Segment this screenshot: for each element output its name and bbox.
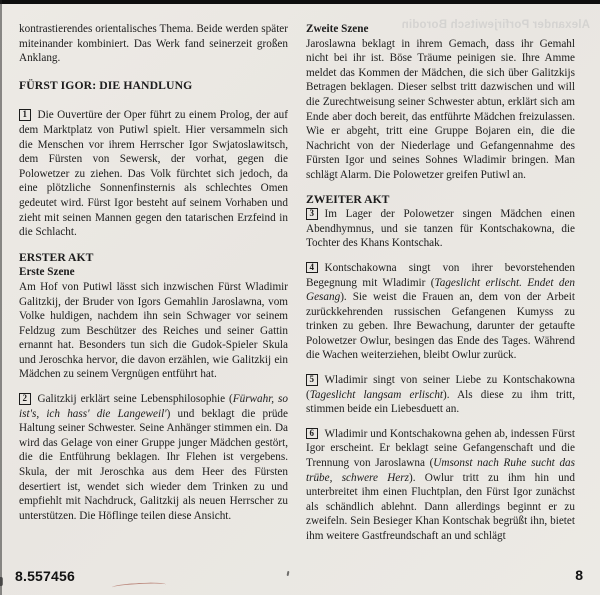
scene1-heading: Erste Szene (19, 266, 75, 279)
scene2-heading: Zweite Szene (306, 23, 369, 35)
act1-heading: ERSTER AKT (19, 250, 94, 264)
scan-scratch-mark (112, 582, 166, 591)
paragraph-track-5: 5 Wladimir singt von seiner Liebe zu Kontschakowna (Tageslicht langsam erlischt). Als diese zu ihm tritt, stimmen beide ein Liebesduett an. (306, 374, 576, 416)
scene2-paragraph: Jaroslawna beklagt in ihrem Gemach, dass ihr Gemahl nicht bei ihr ist. Böse Träume peinigen sie. Ihre Amme meldet das Kommen der Mädchen, die sich über Galitzkijs Betragen beklagen. Dieser selbst tritt dazwischen und will die Zurechtweisung seiner Schwester abtun, erklärt sich am Ende aber doch bereit, das entführte Mädchen freizulassen. Wie er abgeht, tritt eine Gruppe Bojaren ein, die die Nachricht von der Niederlage und Gefangennahme des Fürsten Igor und seines Sohnes Wladimir bringen. Man schlägt Alarm. Die Polowetzer greifen Putiwl an. (306, 37, 575, 181)
act2-heading: ZWEITER AKT (306, 192, 390, 206)
left-column (19, 22, 288, 523)
scan-edge-mark (0, 577, 3, 586)
bleedthrough-text: Alexander Porfirjewitsch Borodin (401, 19, 590, 31)
paragraph-track-1: 1 Die Ouvertüre der Oper führt zu einem Prolog, der auf dem Marktplatz von Putiwl spielt. Hier versammeln sich die Menschen vor ihrem Herrscher Igor Swjatoslawitsch, dem Fürsten von Sewersk, der vorhat, gegen die Polowetzer zu ziehen. Das Volk fürchtet sich jedoch, da eine plötzliche Sonnenfinsternis als schlechtes Omen gedeutet wird. Fürst Igor besteht auf seinem Vorhaben und zieht mit seinen Mannen gegen den tatarischen Erzfeind in die Schlacht. (19, 109, 288, 239)
track-number-box: 3 (306, 208, 318, 220)
track-number-box: 5 (306, 374, 318, 386)
scan-top-edge (0, 0, 600, 4)
section-title: FÜRST IGOR: DIE HANDLUNG (19, 78, 193, 92)
paragraph-track-6: 6 Wladimir und Kontschakowna gehen ab, indessen Fürst Igor erscheint. Er beklagt seine Gefangenschaft und die Trennung von Jaroslawna (Umsonst nach Ruhe sucht das trübe, schwere Herz). Owlur tritt zu ihm hin und unterbreitet ihm einen Fluchtplan, den Fürst Igor zunächst als schändlich ablehnt. Dann allerdings beginnt er zu zweifeln. Sein Besieger Khan Kontschak begrüßt ihn, bietet ihm weitere Gastfreundschaft an und schlägt (306, 427, 575, 542)
page-number: 8 (575, 567, 583, 583)
right-column (306, 22, 575, 544)
scan-speck (287, 571, 290, 576)
scan-left-edge (0, 0, 2, 595)
paragraph-track-4: 4 Kontschakowna singt von ihrer bevorstehenden Begegnung mit Wladimir (Tageslicht erlischt. Endet den Gesang). Sie weist die Frauen an, dem von der Arbeit zurückkehrenden russischen Gefangenen Kumyss zu trinken zu geben. Ihre Bewachung, darunter der getaufte Polowetzer Owlur, besingen das Ende des Tages. Während die Wachen weiterziehen, bleibt Owlur zurück. (306, 261, 575, 362)
scene1-paragraph: Am Hof von Putiwl lässt sich inzwischen Fürst Wladimir Galitzkij, der Bruder von Igors Gemahlin Jaroslawna, vom Volke huldigen, nachdem ihn sein Schwager vor seinem Feldzug zum Beschützer des Reiches und seiner Gattin ernannt hat. Besonders tun sich die Gudok-Spieler Skula und Jeroschka hervor, die davon erzählen, wie Galitzkij ein Mädchen zu seinem Vergnügen entführt hat. (19, 280, 288, 381)
intro-paragraph: kontrastierendes orientalisches Thema. Beide werden später miteinander kombiniert. Das Werk fand seinerzeit großen Anklang. (19, 23, 288, 65)
paragraph-track-2: 2 Galitzkij erklärt seine Lebensphilosophie (Fürwahr, so ist's, ich hass' die Langeweil') und beklagt die prüde Haltung seiner Schwester. Seine Anhänger stimmen ein. Da wird das Gelage von einer Gruppe junger Mädchen gestört, die die Entführung beklagen. Ihr Flehen ist vergebens. Skula, der mit Jeroschka aus dem Heer des Fürsten desertiert ist, wendet sich wieder dem Trinken zu und empfiehlt mit Nachdruck, Galitzkij als neuen Herrscher zu unterstützen. Die Höflinge teilen diese Ansicht. (19, 393, 288, 522)
track-number-box: 6 (306, 428, 318, 440)
paragraph-track-3: 3 Im Lager der Polowetzer singen Mädchen einen Abendhymnus, und sie tanzen für Kontschakowna, die Tochter des Khans Kontschak. (306, 208, 575, 250)
track-number-box: 4 (306, 262, 318, 274)
track-number-box: 2 (19, 393, 31, 405)
track-number-box: 1 (19, 109, 31, 121)
catalog-number: 8.557456 (15, 568, 75, 584)
